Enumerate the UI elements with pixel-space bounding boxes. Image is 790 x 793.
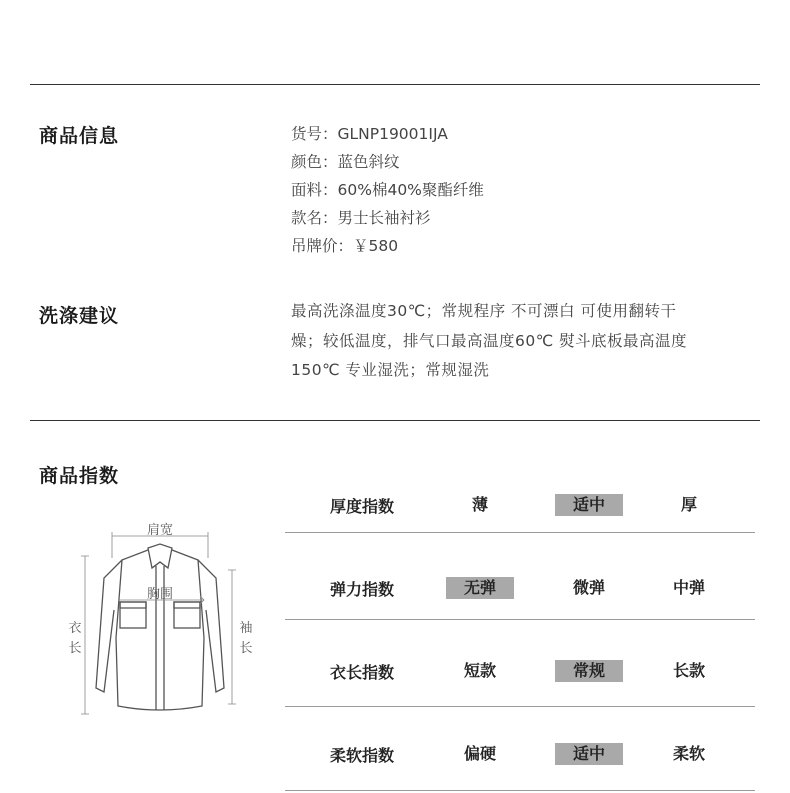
- index-option: 短款: [463, 661, 496, 680]
- length-label-bottom: 长: [68, 641, 82, 656]
- index-label: 衣长指数: [330, 663, 395, 682]
- item-style: 款名：男士长袖衬衫: [291, 209, 431, 227]
- thickness-index-row: [285, 482, 755, 542]
- row-divider: [285, 532, 755, 533]
- product-info-lines: [291, 120, 484, 260]
- item-fabric: 面料：60%棉40%聚酯纤维: [291, 181, 484, 199]
- elasticity-index-row: [285, 565, 755, 625]
- index-label: 厚度指数: [330, 497, 395, 516]
- shirt-size-diagram: [60, 518, 270, 738]
- index-label: 柔软指数: [330, 746, 395, 765]
- row-divider: [285, 790, 755, 791]
- washing-title: 洗涤建议: [39, 305, 120, 327]
- washing-line: 燥；较低温度，排气口最高温度60℃ 熨斗底板最高温度: [291, 331, 688, 350]
- length-label-top: 衣: [68, 621, 82, 636]
- index-option: 无弹: [446, 577, 514, 599]
- index-option: 适中: [555, 743, 623, 765]
- row-divider: [285, 619, 755, 620]
- index-option: 微弹: [572, 578, 605, 597]
- index-option: 薄: [471, 495, 488, 514]
- chest-label: 胸围: [146, 587, 174, 602]
- item-price: 吊牌价：￥580: [291, 237, 399, 255]
- index-option: 中弹: [672, 578, 705, 597]
- washing-line: 最高洗涤温度30℃；常规程序 不可漂白 可使用翻转干: [291, 302, 677, 320]
- middle-divider: [30, 420, 760, 421]
- index-option: 常规: [555, 660, 623, 682]
- index-option: 柔软: [672, 744, 705, 763]
- index-label: 弹力指数: [330, 580, 395, 599]
- product-index-title: 商品指数: [39, 465, 120, 487]
- index-option: 厚: [680, 495, 697, 514]
- shoulder-label: 肩宽: [146, 523, 174, 538]
- index-option: 长款: [672, 661, 705, 680]
- item-color: 颜色：蓝色斜纹: [291, 153, 400, 171]
- sleeve-label-bottom: 长: [239, 641, 253, 656]
- top-divider: [30, 84, 760, 85]
- washing-line: 150℃ 专业湿洗；常规湿洗: [291, 361, 490, 379]
- item-number: 货号：GLNP19001IJA: [291, 125, 448, 143]
- index-option: 适中: [555, 494, 623, 516]
- softness-index-row: [285, 731, 755, 791]
- shirt-outline-icon: [60, 518, 270, 738]
- index-option: 偏硬: [463, 744, 496, 763]
- row-divider: [285, 706, 755, 707]
- sleeve-label-top: 袖: [239, 621, 253, 636]
- length-index-row: [285, 648, 755, 708]
- product-info-title: 商品信息: [39, 125, 120, 147]
- washing-instructions: [291, 297, 741, 386]
